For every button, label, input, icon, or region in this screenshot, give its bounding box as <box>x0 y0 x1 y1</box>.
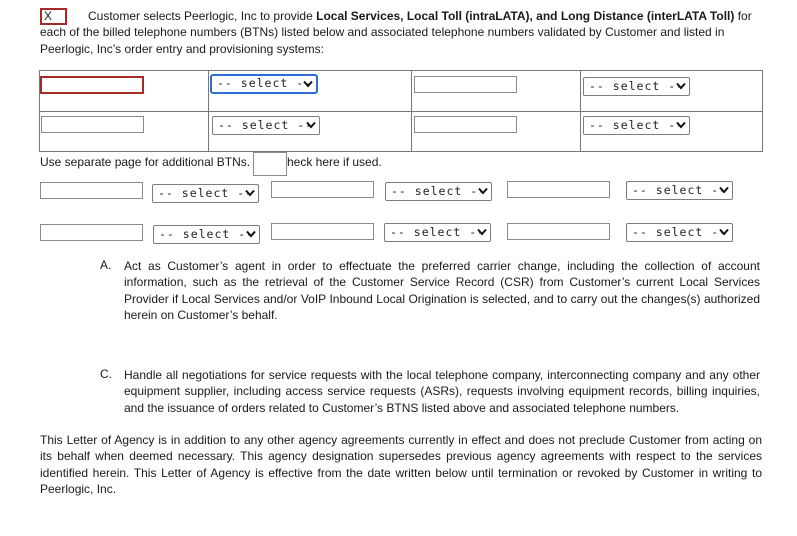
select-value: -- select -- <box>158 186 254 200</box>
additional-btns-note <box>40 154 250 170</box>
select-value: -- select -- <box>589 118 685 132</box>
btn-input[interactable] <box>41 116 144 133</box>
list-item-letter: C. <box>100 367 112 381</box>
carrier-select[interactable] <box>210 74 318 94</box>
carrier-select[interactable] <box>385 182 492 201</box>
select-value: -- select -- <box>159 227 255 241</box>
chevron-down-icon <box>719 228 729 236</box>
select-value: -- select -- <box>632 183 728 197</box>
btn-input[interactable] <box>40 182 143 199</box>
select-value: -- select -- <box>218 118 314 132</box>
btn-input[interactable] <box>414 116 517 133</box>
carrier-select[interactable] <box>583 77 690 96</box>
select-value: -- select -- <box>217 76 313 90</box>
chevron-down-icon <box>478 187 488 195</box>
additional-text-before: Use separate page for additional BTNs. <box>40 155 251 169</box>
list-item-text: Act as Customer’s agent in order to effectuate the preferred carrier change, including the collection of account information, such as the retrieval of the Customer Service Record (CSR) from Customer’s current Local Services Provider if Local Services and/or VoIP Inbound Local Origination is selected, and to carry out the changes(s) authorized herein on Customer’s behalf. <box>124 259 760 322</box>
list-item-text: Handle all negotiations for service requests with the local telephone company, interconnecting company and any other equipment supplier, including access service requests (ASRs), requests involving equipment records, billing inquiries, and the issuance of orders related to Customer’s BTNS listed above and associated telephone numbers. <box>124 368 760 415</box>
additional-text-after: heck here if used. <box>287 155 382 169</box>
btn-input[interactable] <box>40 76 144 94</box>
carrier-select[interactable] <box>626 181 733 200</box>
btn-input[interactable] <box>414 76 517 93</box>
carrier-select[interactable] <box>626 223 733 242</box>
chevron-down-icon <box>306 121 316 129</box>
select-value: -- select -- <box>390 225 486 239</box>
additional-btns-checkbox[interactable] <box>253 152 287 176</box>
chevron-down-icon <box>303 80 313 88</box>
chevron-down-icon <box>246 230 256 238</box>
chevron-down-icon <box>245 189 255 197</box>
intro-paragraph <box>40 8 762 57</box>
list-item-letter: A. <box>100 258 112 272</box>
chevron-down-icon <box>676 121 686 129</box>
select-value: -- select -- <box>589 79 685 93</box>
select-value: -- select -- <box>632 225 728 239</box>
intro-services-bold: Local Services, Local Toll (intraLATA), and Long Distance (interLATA Toll) <box>316 9 735 23</box>
carrier-select[interactable] <box>212 116 320 135</box>
intro-text-before: Customer selects Peerlogic, Inc to provide <box>88 9 317 23</box>
btn-input[interactable] <box>507 223 610 240</box>
btn-input[interactable] <box>271 181 374 198</box>
carrier-select[interactable] <box>384 223 491 242</box>
btn-input[interactable] <box>507 181 610 198</box>
additional-btns-note-after <box>287 154 382 170</box>
carrier-select[interactable] <box>153 225 260 244</box>
select-value: -- select -- <box>391 184 487 198</box>
chevron-down-icon <box>676 82 686 90</box>
intro-text-after: for each of the billed telephone numbers (BTNs) listed below and associated telephone numbers validated by Customer and listed in Peerlogic, Inc’s order entry and provisioning systems: <box>40 9 752 56</box>
chevron-down-icon <box>719 186 729 194</box>
btn-input[interactable] <box>40 224 143 241</box>
carrier-select[interactable] <box>583 116 690 135</box>
chevron-down-icon <box>477 228 487 236</box>
carrier-select[interactable] <box>152 184 259 203</box>
checkbox-value: X <box>44 9 53 23</box>
closing-paragraph: This Letter of Agency is in addition to any other agency agreements currently in effect and does not preclude Customer from acting on its behalf when deemed necessary. This agency designation supersedes previous agency agreements with respect to the services identified herein. This Letter of Agency is effective from the date written below until termination or revoked by Customer in writing to Peerlogic, Inc. <box>40 433 762 496</box>
btn-input[interactable] <box>271 223 374 240</box>
